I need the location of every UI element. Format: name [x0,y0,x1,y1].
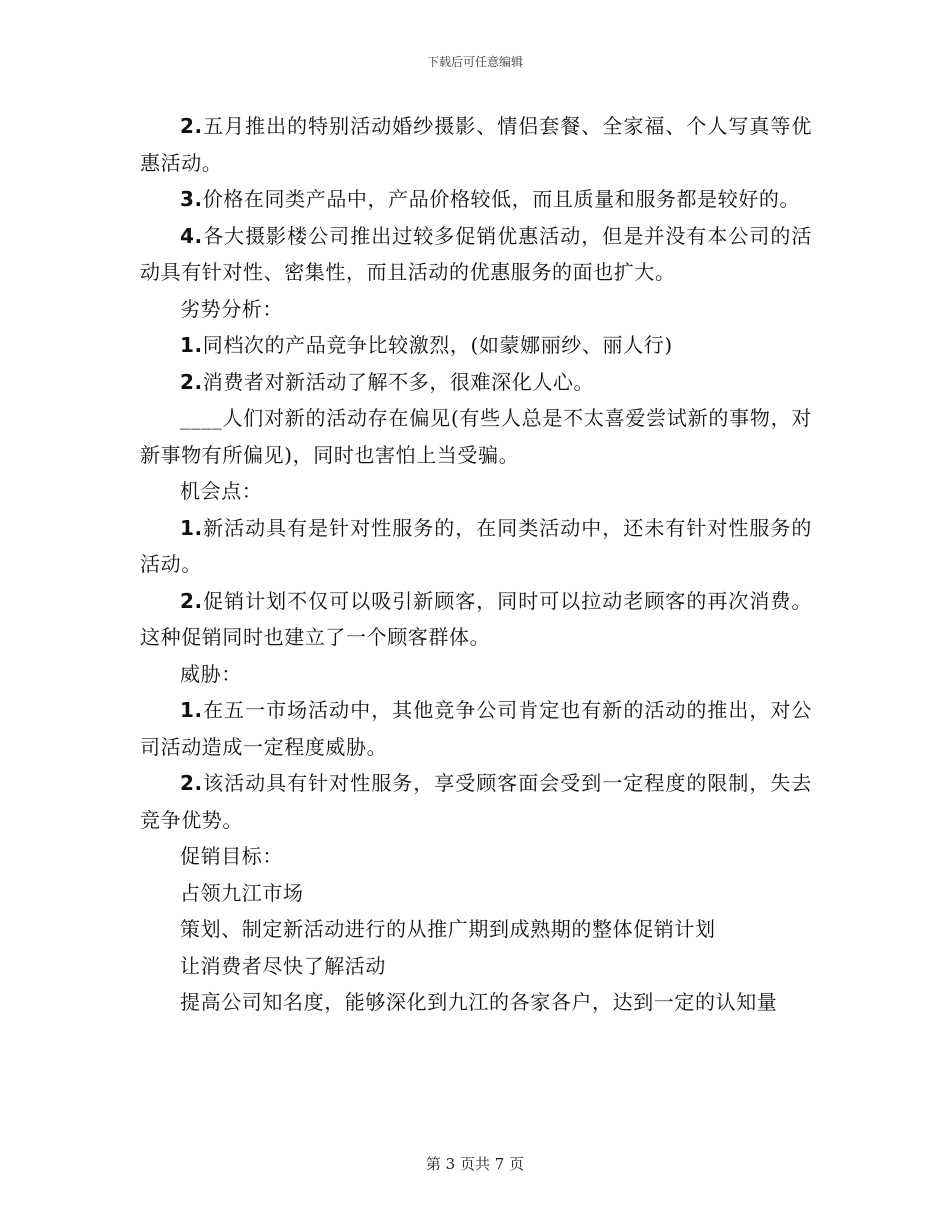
paragraph-goal-2 [140,911,812,948]
section-heading: 劣势分析： [180,296,283,321]
paragraph-text: 同档次的产品竞争比较激烈，(如蒙娜丽纱、丽人行) [202,333,673,357]
paragraph-goal-3 [140,948,812,985]
item-number: 1. [180,333,203,357]
item-number: 2. [180,588,203,613]
item-number: 2. [180,771,203,795]
item-number: 2. [180,369,203,394]
paragraph-text: 策划、制定新活动进行的从推广期到成熟期的整体促销计划 [180,917,716,941]
document-body [140,108,812,1021]
paragraph-opportunity-2 [140,583,812,656]
paragraph-opportunity-1 [140,510,812,583]
heading-promotion-goals [140,838,812,875]
item-number: 1. [180,698,203,722]
paragraph-text: 价格在同类产品中，产品价格较低，而且质量和服务都是较好的。 [202,187,801,211]
paragraph-goal-1 [140,875,812,912]
item-number: 3. [180,187,203,211]
heading-threats [140,656,812,693]
paragraph-text: 五月推出的特别活动婚纱摄影、情侣套餐、全家福、个人写真等优惠活动。 [140,114,812,175]
paragraph-text: 该活动具有针对性服务，享受顾客面会受到一定程度的限制，失去竞争优势。 [140,771,812,832]
paragraph-weakness-1 [140,327,812,364]
paragraph-2-special-events [140,108,812,181]
paragraph-3-price [140,181,812,218]
section-heading: 促销目标： [180,844,283,868]
section-heading: 威胁： [180,661,242,686]
page-footer: 第 3 页共 7 页 [425,1155,525,1173]
paragraph-text: 让消费者尽快了解活动 [180,953,386,978]
item-number: 2. [180,114,203,138]
paragraph-text: 各大摄影楼公司推出过较多促销优惠活动，但是并没有本公司的活动具有针对性、密集性，而且活动的优惠服务的面也扩大。 [140,223,812,284]
paragraph-threat-1 [140,692,812,765]
paragraph-text: 消费者对新活动了解不多，很难深化人心。 [202,369,595,394]
paragraph-text: 占领九江市场 [180,880,304,905]
heading-opportunities [140,473,812,510]
item-number: 1. [180,515,203,540]
page-header: 下载后可任意编辑 [426,55,523,69]
paragraph-weakness-3 [140,400,812,473]
paragraph-threat-2 [140,765,812,838]
paragraph-text: 提高公司知名度，能够深化到九江的各家各户，达到一定的认知量 [180,990,778,1014]
paragraph-text: ____人们对新的活动存在偏见(有些人总是不太喜爱尝试新的事物，对新事物有所偏见)，同时也害怕上当受骗。 [140,406,812,467]
paragraph-weakness-2 [140,364,812,401]
paragraph-goal-4 [140,984,812,1021]
item-number: 4. [180,223,203,248]
heading-weaknesses [140,291,812,328]
paragraph-text: 促销计划不仅可以吸引新顾客，同时可以拉动老顾客的再次消费。这种促销同时也建立了一个顾客群体。 [140,588,812,649]
section-heading: 机会点： [180,479,263,503]
paragraph-4-competitors [140,218,812,291]
paragraph-text: 在五一市场活动中，其他竞争公司肯定也有新的活动的推出，对公司活动造成一定程度威胁。 [140,698,812,759]
paragraph-text: 新活动具有是针对性服务的，在同类活动中，还未有针对性服务的活动。 [140,515,812,576]
